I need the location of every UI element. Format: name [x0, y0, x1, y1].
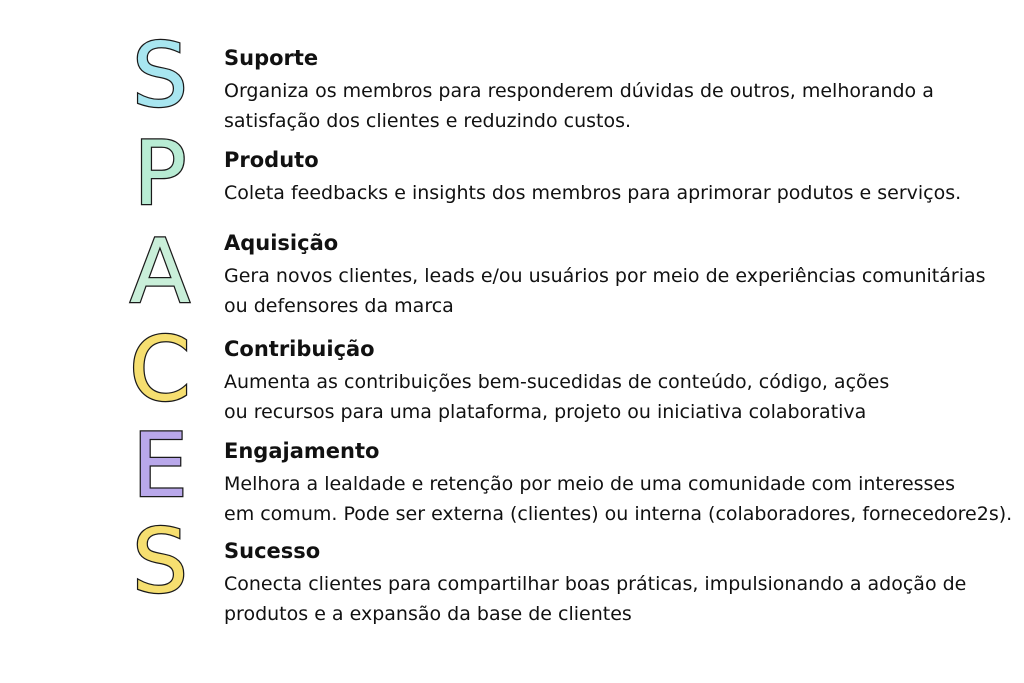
- acronym-letter-c: C: [129, 318, 191, 421]
- item-suporte: [224, 44, 1014, 136]
- item-sucesso: [224, 537, 1014, 629]
- item-title: Contribuição: [224, 337, 375, 361]
- item-title: Produto: [224, 148, 319, 172]
- item-aquisicao: [224, 229, 1014, 321]
- item-title: Engajamento: [224, 439, 380, 463]
- acronym-letter-a: A: [129, 220, 191, 323]
- acronym-letter-e: E: [132, 414, 188, 517]
- item-title: Sucesso: [224, 539, 321, 563]
- item-contribuicao: [224, 335, 1014, 427]
- item-description: Melhora a lealdade e retenção por meio de uma comunidade com interesses em comum. Pode ser externa (clientes) ou interna (colaboradores, fornecedore2s).: [224, 473, 1013, 525]
- item-description: Gera novos clientes, leads e/ou usuários por meio de experiências comunitárias ou defensores da marca: [224, 265, 986, 317]
- item-produto: [224, 146, 1014, 208]
- item-title: Suporte: [224, 46, 319, 70]
- item-engajamento: [224, 437, 1014, 529]
- item-description: Organiza os membros para responderem dúvidas de outros, melhorando a satisfação dos clientes e reduzindo custos.: [224, 80, 934, 132]
- item-description: Conecta clientes para compartilhar boas práticas, impulsionando a adoção de produtos e a expansão da base de clientes: [224, 573, 967, 625]
- item-title: Aquisição: [224, 231, 339, 255]
- item-description: Aumenta as contribuições bem-sucedidas de conteúdo, código, ações ou recursos para uma plataforma, projeto ou iniciativa colaborativa: [224, 371, 890, 423]
- item-description: Coleta feedbacks e insights dos membros para aprimorar podutos e serviços.: [224, 182, 962, 204]
- acronym-letter-s2: S: [132, 510, 188, 613]
- acronym-letter-s: S: [132, 24, 188, 127]
- acronym-letter-p: P: [133, 122, 187, 225]
